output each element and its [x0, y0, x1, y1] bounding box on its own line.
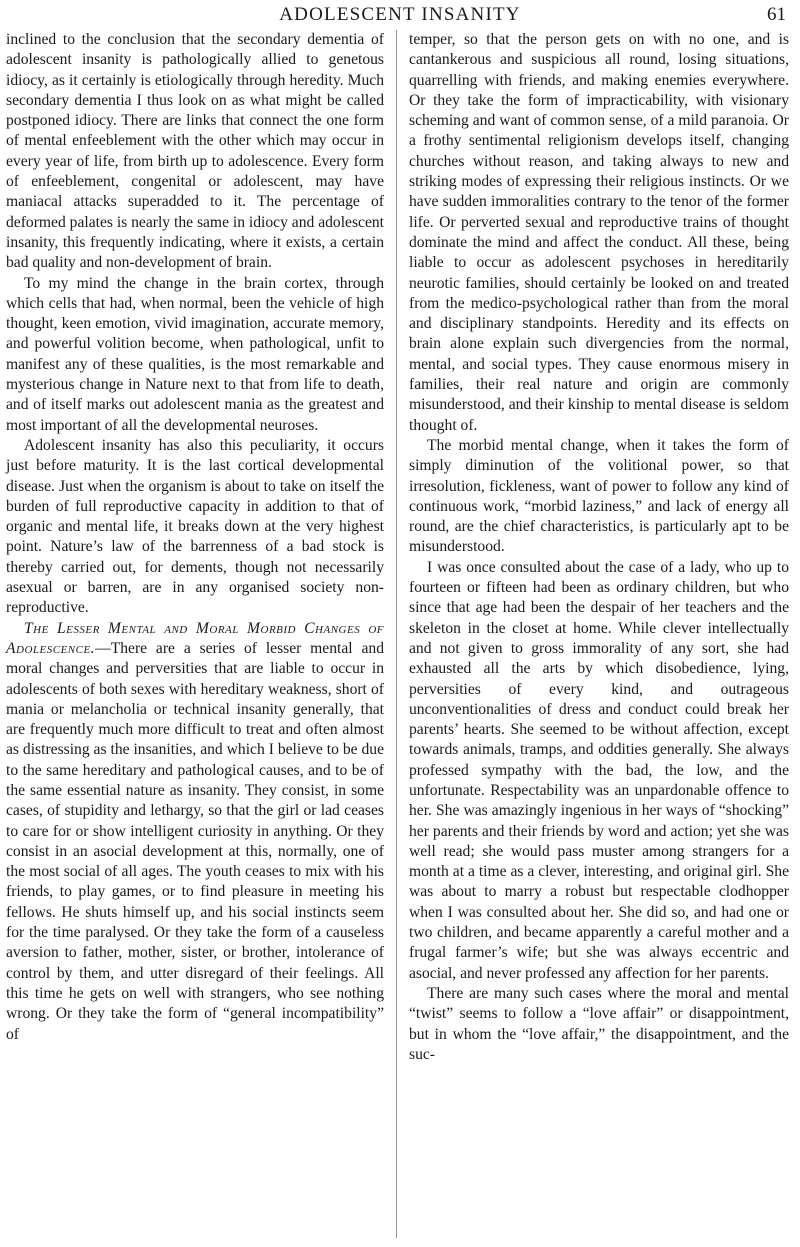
running-title: ADOLESCENT INSANITY — [279, 4, 521, 25]
column-divider — [396, 30, 397, 1238]
paragraph: inclined to the conclusion that the secondary dementia of adolescent insanity is pathologically allied to genetous idiocy, as it certainly is etiologically through heredity. Much secondary dementia I thus look on as what might be called postponed idiocy. There are links that connect the one form of mental enfeeblement with the other which may occur in every year of life, from birth up to adolescence. Every form of enfeeblement, congenital or adolescent, may have maniacal attacks superadded to it. The percentage of deformed palates is nearly the same in idiocy and adolescent insanity, this frequently indicating, where it exists, a certain bad quality and non-development of brain. — [6, 31, 385, 272]
section-heading: The Lesser Mental and Moral Morbid Changes of Adolescence. — [6, 619, 384, 657]
paragraph: Adolescent insanity has also this peculiarity, it occurs just before maturity. It is the last cortical developmental disease. Just when the organism is about to take on itself the burden of full reproductive capacity in addition to that of organic and mental life, it breaks down at the very highest point. Nature’s law of the barrenness of a bad stock is thereby carried out, for dements, though not necessarily asexual or barren, are in any organised society non-reproductive. — [6, 436, 384, 617]
paragraph: There are many such cases where the moral and mental “twist” seems to follow a “love affair” or disappointment, but in whom the “love affair,” the disappointment, and the suc- — [409, 984, 789, 1063]
page-number: 61 — [767, 4, 786, 25]
paragraph: temper, so that the person gets on with no one, and is cantankerous and suspicious all round, losing situations, quarrelling with friends, and making enemies everywhere. Or they take the form of impracticability, with visionary scheming and want of common sense, of a mild paranoia. Or a frothy sentimental religionism develops itself, changing churches without reason, and taking always to new and striking modes of expressing their religious instincts. Or we have sudden immoralities contrary to the tenor of the former life. Or perverted sexual and reproductive trains of thought dominate the mind and affect the conduct. All these, being liable to occur as adolescent psychoses in hereditarily neurotic families, should certainly be looked on and treated from the medico-psychological rather than from the moral and disciplinary standpoints. Heredity and its effects on brain alone explain such divergencies from the normal, mental, and social types. They cause enormous misery in families, their real nature and origin are commonly misunderstood, and their kinship to mental disease is seldom thought of. — [409, 31, 789, 434]
paragraph-with-heading — [6, 619, 384, 1045]
paragraph: The morbid mental change, when it takes the form of simply diminution of the volitional power, so that irresolution, fickleness, want of power to follow any kind of continuous work, “morbid laziness,” and lack of energy all round, are the chief characteristics, is particularly apt to be misunderstood. — [409, 436, 789, 556]
right-column — [409, 30, 789, 1065]
paragraph: To my mind the change in the brain cortex, through which cells that had, when normal, been the vehicle of high thought, keen emotion, vivid imagination, accurate memory, and powerful volition become, when pathological, unfit to manifest any of these qualities, is the most remarkable and mysterious change in Nature next to that from life to death, and of itself marks out adolescent mania as the greatest and most important of all the developmental neuroses. — [6, 274, 384, 434]
left-column — [6, 30, 384, 1045]
running-head — [0, 2, 800, 28]
paragraph-text: —There are a series of lesser mental and moral changes and perversities that are liable to occur in adolescents of both sexes with hereditary weakness, short of mania or melancholia or technical insanity generally, that are frequently much more difficult to treat and often almost as distressing as the insanities, and which I believe to be due to the same hereditary and pathological causes, and to be of the same essential nature as insanity. They consist, in some cases, of stupidity and lethargy, so that the girl or lad ceases to care for or show intelligent curiosity in anything. Or they consist in an asocial development at this, normally, one of the most social of all ages. The youth ceases to mix with his friends, to play games, or to find pleasure in meeting his fellows. He shuts himself up, and his social instincts seem for the time paralysed. Or they take the form of a causeless aversion to father, mother, sister, or brother, intolerance of control by them, and utter disregard of their feelings. All this time he gets on well with strangers, who see nothing wrong. Or they take the form of “general incompatibility” of — [6, 639, 384, 1043]
paragraph: I was once consulted about the case of a lady, who up to fourteen or fifteen had been as ordinary children, but who since that age had been the despair of her teachers and the skeleton in the closet at home. While clever intellectually and not given to gross immorality of any sort, she had exhausted all the arts by which disobedience, lying, perversities of every kind, and outrageous unconventionalities of dress and conduct could break her parents’ hearts. She seemed to be without affection, except towards animals, tramps, and oddities generally. She always professed sympathy with the bad, the low, and the unfortunate. Respectability was an unpardonable offence to her. She was amazingly ingenious in her ways of “shocking” her parents and their friends by word and action; yet she was well read; she would pass muster among strangers for a month at a time as a clever, interesting, and original girl. She was about to marry a robust but respectable clodhopper when I was consulted about her. She did so, and had one or two children, and became apparently a careful mother and a frugal farmer’s wife; but she was always eccentric and asocial, and never professed any affection for her parents. — [409, 558, 789, 982]
